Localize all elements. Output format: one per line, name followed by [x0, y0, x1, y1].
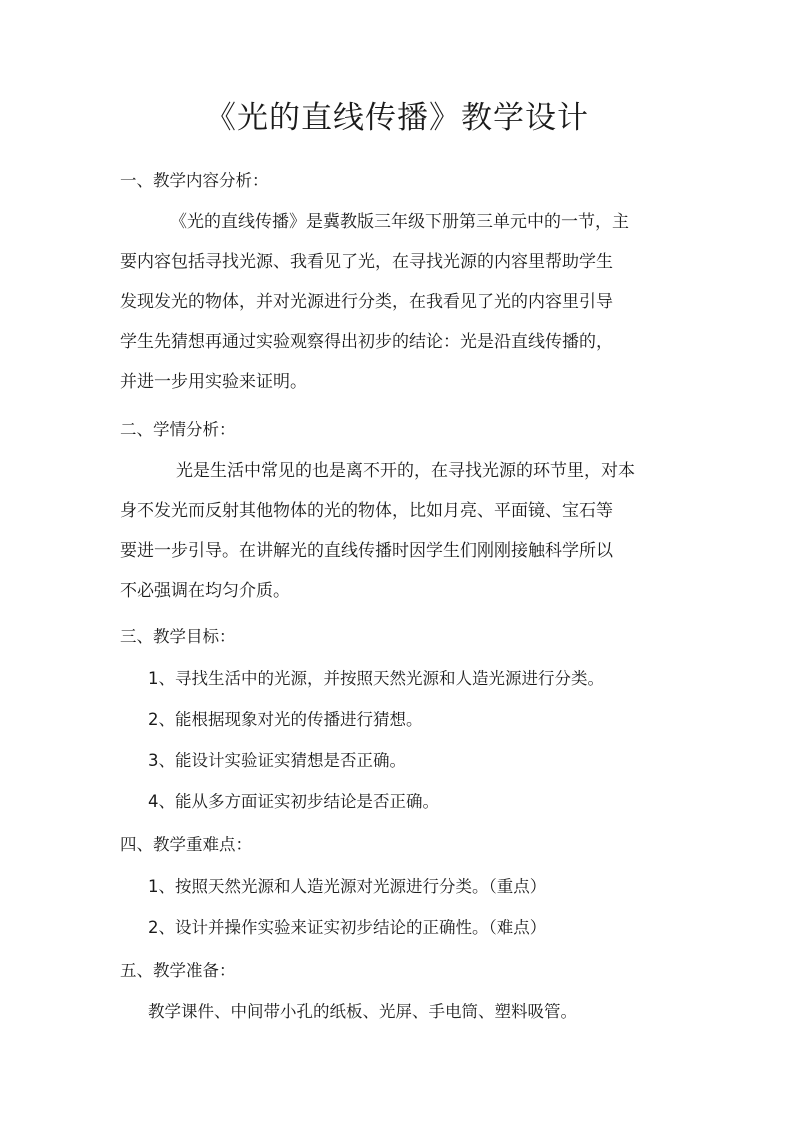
paragraph-line: 发现发光的物体，并对光源进行分类，在我看见了光的内容里引导	[120, 292, 613, 312]
goal-item-2: 2、能根据现象对光的传播进行猜想。	[148, 710, 423, 729]
goal-item-1: 1、寻找生活中的光源，并按照天然光源和人造光源进行分类。	[148, 669, 604, 688]
section-heading-learner-analysis: 二、学情分析：	[120, 420, 236, 439]
paragraph-line: 光是生活中常见的也是离不开的，在寻找光源的环节里，对本	[176, 461, 635, 481]
paragraph-line: 学生先猜想再通过实验观察得出初步的结论：光是沿直线传播的，	[120, 332, 613, 352]
document-title: 《光的直线传播》教学设计	[205, 100, 589, 136]
key-point-item-2: 2、设计并操作实验来证实初步结论的正确性。（难点）	[148, 918, 547, 937]
learner-analysis-paragraph	[120, 451, 686, 611]
paragraph-line: 要内容包括寻找光源、我看见了光，在寻找光源的内容里帮助学生	[120, 252, 613, 272]
goal-item-3: 3、能设计实验证实猜想是否正确。	[148, 751, 406, 770]
paragraph-line: 不必强调在均匀介质。	[120, 581, 290, 601]
paragraph-line: 《光的直线传播》是冀教版三年级下册第三单元中的一节，主	[170, 212, 629, 232]
paragraph-line: 要进一步引导。在讲解光的直线传播时因学生们刚刚接触科学所以	[120, 541, 613, 561]
section-heading-preparation: 五、教学准备：	[120, 961, 236, 980]
section-heading-content-analysis: 一、教学内容分析：	[120, 171, 269, 190]
content-analysis-paragraph	[120, 202, 686, 402]
preparation-item: 教学课件、中间带小孔的纸板、光屏、手电筒、塑料吸管。	[148, 1002, 577, 1021]
paragraph-line: 身不发光而反射其他物体的光的物体，比如月亮、平面镜、宝石等	[120, 501, 613, 521]
key-point-item-1: 1、按照天然光源和人造光源对光源进行分类。（重点）	[148, 877, 547, 896]
section-heading-teaching-goals: 三、教学目标：	[120, 627, 236, 646]
section-heading-key-points: 四、教学重难点：	[120, 835, 252, 854]
paragraph-line: 并进一步用实验来证明。	[120, 372, 307, 392]
goal-item-4: 4、能从多方面证实初步结论是否正确。	[148, 792, 439, 811]
